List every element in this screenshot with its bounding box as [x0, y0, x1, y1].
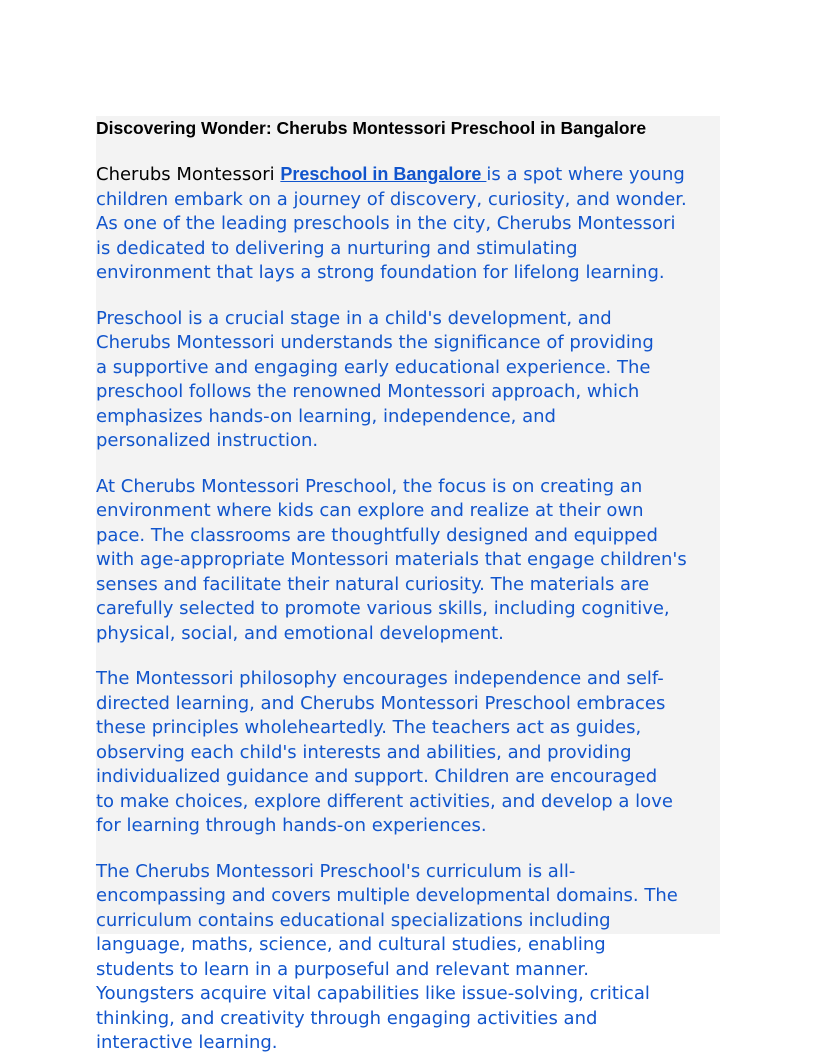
paragraph-1: [96, 162, 720, 286]
paragraph-line: thinking, and creativity through engaging activities and: [96, 1007, 598, 1029]
paragraph-line: physical, social, and emotional development.: [96, 622, 504, 644]
paragraph-line: curriculum contains educational specializations including: [96, 909, 611, 931]
paragraph-line: The Cherubs Montessori Preschool's curriculum is all-: [96, 860, 576, 882]
paragraph-5: [96, 860, 720, 1056]
paragraph-line: students to learn in a purposeful and relevant manner.: [96, 958, 590, 980]
paragraph-line: The Montessori philosophy encourages independence and self-: [96, 668, 664, 689]
paragraph-line: pace. The classrooms are thoughtfully designed and equipped: [96, 524, 658, 546]
paragraph-line: children embark on a journey of discovery, curiosity, and wonder.: [96, 188, 687, 210]
paragraph-line: carefully selected to promote various skills, including cognitive,: [96, 598, 670, 619]
paragraph-line: Preschool is a crucial stage in a child's development, and: [96, 307, 612, 329]
paragraph-line: with age-appropriate Montessori materials that engage children's: [96, 549, 687, 570]
paragraph-line: personalized instruction.: [96, 430, 319, 451]
document-body: [96, 116, 720, 1056]
paragraph-line: observing each child's interests and abilities, and providing: [96, 741, 632, 763]
paragraph-line: is dedicated to delivering a nurturing and stimulating: [96, 237, 578, 259]
paragraph-line: for learning through hands-on experiences.: [96, 815, 487, 836]
document-title: Discovering Wonder: Cherubs Montessori Preschool in Bangalore: [96, 118, 647, 138]
preschool-in-bangalore-link[interactable]: Preschool in Bangalore: [280, 164, 487, 184]
paragraph-line: environment that lays a strong foundation for lifelong learning.: [96, 262, 665, 283]
paragraph-3: [96, 475, 720, 647]
paragraph-line: these principles wholeheartedly. The teachers act as guides,: [96, 717, 642, 738]
paragraph-line: At Cherubs Montessori Preschool, the focus is on creating an: [96, 475, 643, 497]
paragraph-line: preschool follows the renowned Montessori approach, which: [96, 381, 640, 402]
paragraph-lead-text: Cherubs Montessori: [96, 164, 281, 185]
paragraph-line: As one of the leading preschools in the city, Cherubs Montessori: [96, 213, 676, 234]
paragraph-line: [96, 162, 720, 188]
paragraph-line: language, maths, science, and cultural studies, enabling: [96, 934, 606, 955]
paragraph-line: senses and facilitate their natural curiosity. The materials are: [96, 573, 650, 595]
paragraph-line: a supportive and engaging early educational experience. The: [96, 356, 651, 378]
paragraph-line: interactive learning.: [96, 1032, 278, 1053]
paragraph-line: environment where kids can explore and realize at their own: [96, 500, 644, 521]
paragraph-line: individualized guidance and support. Children are encouraged: [96, 766, 658, 787]
paragraph-line: emphasizes hands-on learning, independence, and: [96, 405, 556, 427]
paragraph-line: to make choices, explore different activities, and develop a love: [96, 790, 673, 812]
paragraph-4: [96, 667, 720, 839]
paragraph-line: encompassing and covers multiple developmental domains. The: [96, 885, 678, 906]
paragraph-line-text: is a spot where young: [486, 164, 685, 185]
paragraph-line: Youngsters acquire vital capabilities like issue-solving, critical: [96, 983, 650, 1004]
paragraph-2: [96, 307, 720, 454]
paragraph-line: Cherubs Montessori understands the significance of providing: [96, 332, 654, 353]
paragraph-line: directed learning, and Cherubs Montessori Preschool embraces: [96, 692, 666, 714]
